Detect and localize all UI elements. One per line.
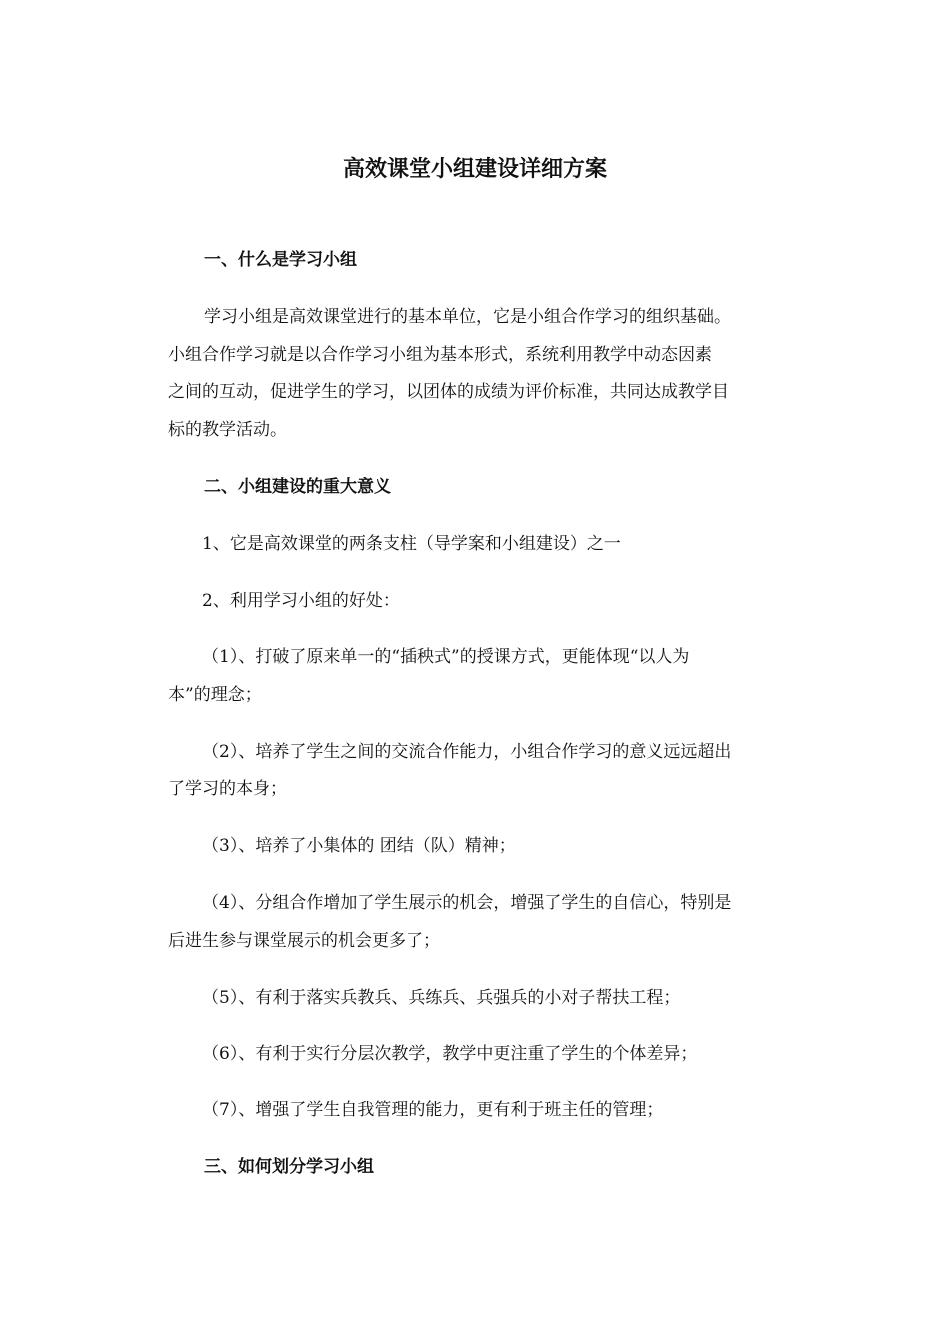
section-2-sub-4-line-1: （4）、分组合作增加了学生展示的机会，增强了学生的自信心，特别是 — [202, 893, 732, 913]
section-2-sub-6: （6）、有利于实行分层次教学，教学中更注重了学生的个体差异； — [202, 1044, 698, 1064]
section-1-paragraph-line-3: 之间的互动，促进学生的学习，以团体的成绩为评价标准，共同达成教学目 — [168, 382, 729, 402]
section-1-paragraph-line-1: 学习小组是高效课堂进行的基本单位，它是小组合作学习的组织基础。 — [204, 307, 731, 327]
section-2-sub-3: （3）、培养了小集体的 团结（队）精神； — [202, 836, 516, 856]
section-3-heading: 三、如何划分学习小组 — [204, 1157, 374, 1177]
section-2-sub-2-line-2: 了学习的本身； — [168, 779, 287, 799]
section-2-sub-7: （7）、增强了学生自我管理的能力，更有利于班主任的管理； — [202, 1100, 664, 1120]
section-2-sub-1-line-1: （1）、打破了原来单一的“插秧式”的授课方式，更能体现“以人为 — [202, 647, 690, 667]
section-2-item-1: 1、它是高效课堂的两条支柱（导学案和小组建设）之一 — [202, 534, 621, 554]
section-1-paragraph-line-2: 小组合作学习就是以合作学习小组为基本形式，系统利用教学中动态因素 — [168, 345, 712, 365]
section-2-heading: 二、小组建设的重大意义 — [204, 477, 391, 497]
section-1-paragraph-line-4: 标的教学活动。 — [168, 420, 287, 440]
section-2-sub-5: （5）、有利于落实兵教兵、兵练兵、兵强兵的小对子帮扶工程； — [202, 988, 681, 1008]
section-2-sub-4-line-2: 后进生参与课堂展示的机会更多了； — [168, 931, 440, 951]
section-2-sub-2-line-1: （2）、培养了学生之间的交流合作能力，小组合作学习的意义远远超出 — [202, 742, 732, 762]
section-2-sub-1-line-2: 本”的理念； — [168, 685, 262, 705]
document-title: 高效课堂小组建设详细方案 — [342, 156, 607, 182]
section-2-item-2: 2、利用学习小组的好处： — [202, 591, 400, 611]
section-1-heading: 一、什么是学习小组 — [204, 250, 357, 270]
